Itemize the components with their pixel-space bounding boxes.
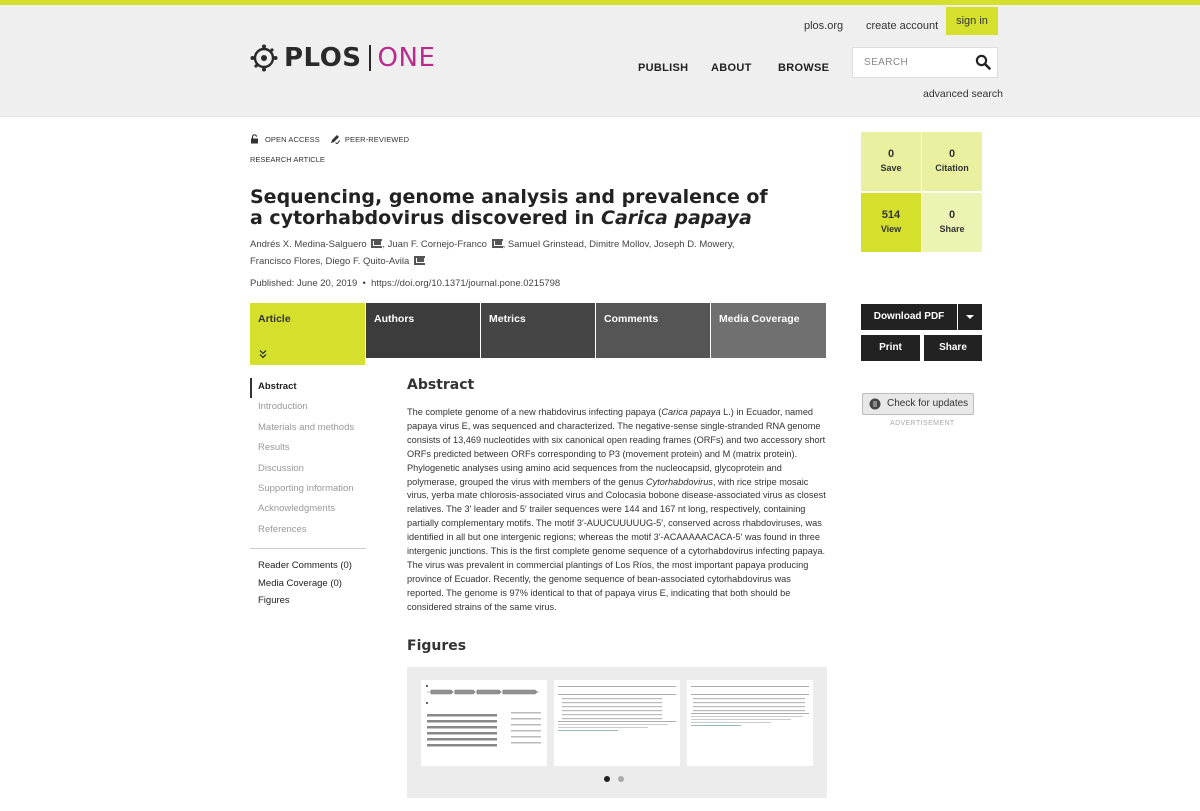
author-name[interactable]: Andrés X. Medina-Salguero: [250, 239, 367, 250]
author-name[interactable]: Joseph D. Mowery: [653, 239, 732, 250]
metric-share[interactable]: [922, 193, 982, 252]
abstract-part: L.) in Ecuador, named papaya virus E, was sequenced and characterized. The negative-sense single-stranded RNA genome consists of 13,469 nucleotides with six canonical open reading frames (ORFs) and two accessory short ORFs predicted between ORFs corresponding to P3 (movement protein) and M (matrix protein). Phylogenetic analyses using amino acid sequences from the nucleocapsid, glycoprotein and polymerase, grouped the virus with members of the genus: [407, 407, 826, 487]
download-options-caret-icon[interactable]: [958, 304, 982, 330]
open-access-badge: [250, 134, 320, 144]
toc-discussion[interactable]: Discussion: [258, 462, 304, 474]
email-icon[interactable]: [414, 256, 425, 265]
tab-article-label: Article: [258, 313, 291, 325]
media-coverage-link[interactable]: Media Coverage (0): [258, 577, 342, 589]
advertisement-label: ADVERTISEMENT: [890, 420, 955, 427]
toc-divider: [250, 548, 366, 549]
article-badges: [250, 134, 419, 144]
sign-in-button[interactable]: sign in: [946, 7, 998, 35]
double-chevron-down-icon: [258, 349, 268, 359]
share-label: Share: [939, 224, 965, 234]
metric-save[interactable]: [861, 132, 921, 191]
tab-authors[interactable]: Authors: [366, 303, 480, 358]
tab-media-coverage[interactable]: Media Coverage: [711, 303, 826, 358]
figure-thumbnail[interactable]: [687, 680, 813, 766]
citation-count: 0: [948, 148, 956, 160]
title-text: Sequencing, genome analysis and prevalence of a cytorhabdovirus discovered in: [250, 186, 768, 229]
nav-publish[interactable]: PUBLISH: [638, 62, 689, 74]
print-button[interactable]: Print: [861, 335, 920, 361]
author-name[interactable]: Juan F. Cornejo-Franco: [387, 239, 487, 250]
email-icon[interactable]: [492, 239, 503, 248]
genome-map-thumbnail: [421, 680, 547, 766]
figure-thumbnail[interactable]: [421, 680, 547, 766]
carousel-pager: [604, 776, 632, 782]
nav-about[interactable]: ABOUT: [711, 62, 752, 74]
figures-carousel: [407, 667, 827, 798]
search-icon[interactable]: [975, 54, 991, 70]
table-thumbnail: [687, 680, 813, 766]
tab-metrics[interactable]: Metrics: [481, 303, 595, 358]
metric-citation[interactable]: [922, 132, 982, 191]
plos-org-link[interactable]: plos.org: [804, 20, 844, 32]
check-updates-label: Check for updates: [887, 398, 969, 409]
save-count: 0: [887, 148, 895, 160]
abstract-part: , with rice stripe mosaic virus, yerba mate chlorosis-associated virus and Colocasia bobone disease-associated virus as closest relatives. The 3′ leader and 5′ trailer sequences were 144 and 167 nt long, respectively, containing partially complementary motifs. The motif 3′-AUUCUUUUUG-5′, conserved across rhabdoviruses, was identified in all but one intergenic regions; whereas the motif 3′-ACAAAAACACA-5′ was found in three intergenic junctions. This is the first complete genome sequence of a cytorhabdovirus infecting papaya. The virus was prevalent in commercial plantings of Los Ríos, the most important papaya producing province of Ecuador. Recently, the genome sequence of bean-associated cytorhabdovirus was reported. The genome is 97% identical to that of papaya virus E, indicating that both should be considered strains of the same virus.: [407, 476, 826, 612]
tab-article[interactable]: [250, 303, 365, 365]
reader-comments-link[interactable]: Reader Comments (0): [258, 560, 352, 571]
metric-view[interactable]: [861, 193, 921, 252]
search-box: [852, 47, 998, 78]
toc-references[interactable]: References: [258, 523, 307, 535]
doi-link[interactable]: https://doi.org/10.1371/journal.pone.0215798: [371, 278, 561, 289]
pen-check-icon: [330, 134, 340, 144]
share-count: 0: [948, 209, 956, 221]
carousel-dot[interactable]: [618, 776, 624, 782]
abstract-part: The complete genome of a new rhabdovirus infecting papaya (: [407, 407, 662, 417]
citation-label: Citation: [935, 163, 969, 173]
site-header: [0, 5, 1200, 117]
save-label: Save: [880, 163, 902, 173]
email-icon[interactable]: [371, 239, 382, 248]
article-title: [250, 187, 770, 229]
logo-plos-text: PLOS: [284, 43, 362, 73]
search-input[interactable]: [853, 48, 971, 77]
toc-acknowledgments[interactable]: Acknowledgments: [258, 503, 336, 515]
view-label: View: [880, 224, 902, 234]
peer-reviewed-badge: [330, 134, 409, 144]
secondary-nav: [258, 557, 352, 610]
abstract-text: [407, 406, 827, 615]
author-name[interactable]: Samuel Grinstead: [507, 239, 584, 250]
author-list: Andrés X. Medina-Salguero , Juan F. Cornejo-Franco , Samuel Grinstead, Dimitre Mollov, Joseph D. Mowery, Francisco Flores, Diego F. Quito-Avila: [250, 239, 735, 267]
advanced-search-link[interactable]: advanced search: [923, 88, 1003, 100]
share-button[interactable]: Share: [924, 335, 982, 361]
title-species: Carica papaya: [601, 207, 752, 229]
nav-browse[interactable]: BROWSE: [778, 62, 830, 74]
abstract-heading: Abstract: [407, 377, 475, 393]
toc-results[interactable]: Results: [258, 442, 290, 454]
open-access-label: OPEN ACCESS: [265, 134, 320, 144]
view-count: 514: [881, 209, 901, 221]
toc-supporting-info[interactable]: Supporting information: [258, 482, 354, 494]
published-date: Published: June 20, 2019: [250, 278, 358, 289]
plos-one-logo[interactable]: [250, 41, 435, 75]
open-lock-icon: [250, 134, 260, 144]
table-thumbnail: [554, 680, 680, 766]
carousel-dot-active[interactable]: [604, 776, 610, 782]
tab-comments[interactable]: Comments: [596, 303, 710, 358]
figures-heading: Figures: [407, 638, 467, 654]
author-name[interactable]: Diego F. Quito-Avila: [325, 256, 410, 267]
abstract-italic: Carica papaya: [661, 407, 721, 417]
figure-thumbnail[interactable]: [554, 680, 680, 766]
create-account-link[interactable]: create account: [866, 20, 939, 32]
plos-logo-icon: [250, 44, 278, 72]
logo-one-text: ONE: [377, 43, 436, 73]
abstract-italic: Cytorhabdovirus: [646, 476, 713, 487]
crossmark-icon: [869, 398, 881, 410]
toc-introduction[interactable]: Introduction: [258, 401, 308, 413]
logo-divider: [369, 45, 371, 71]
figures-link[interactable]: Figures: [258, 595, 290, 607]
section-nav: [250, 378, 366, 541]
check-for-updates-button[interactable]: [862, 393, 974, 415]
peer-reviewed-label: PEER-REVIEWED: [344, 134, 410, 144]
author-name[interactable]: Dimitre Mollov: [589, 239, 649, 250]
publication-info: [250, 278, 560, 289]
toc-materials-methods[interactable]: Materials and methods: [258, 421, 355, 433]
article-type: RESEARCH ARTICLE: [250, 155, 325, 164]
author-name[interactable]: Francisco Flores: [250, 256, 321, 267]
separator-bullet: •: [362, 278, 366, 289]
toc-abstract[interactable]: Abstract: [250, 378, 366, 398]
download-pdf-button[interactable]: Download PDF: [861, 304, 957, 330]
